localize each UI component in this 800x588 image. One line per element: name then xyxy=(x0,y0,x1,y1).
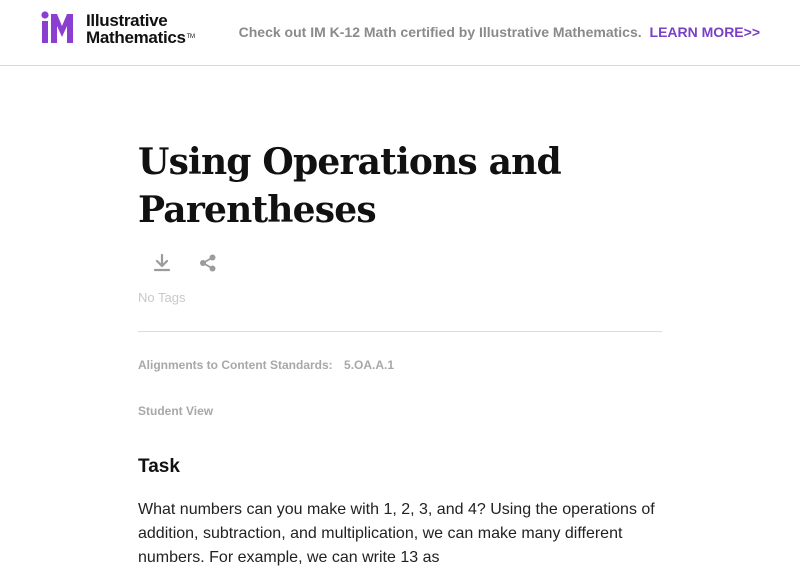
share-button[interactable] xyxy=(196,251,220,275)
learn-more-link[interactable]: LEARN MORE>> xyxy=(649,24,760,40)
share-icon xyxy=(198,253,218,273)
section-divider xyxy=(138,331,662,332)
im-logo[interactable] xyxy=(40,10,195,50)
logo-line-2: Mathematics™ xyxy=(86,28,195,47)
alignments-label: Alignments to Content Standards: xyxy=(138,358,333,372)
page-title-line-2: Parentheses xyxy=(138,189,376,231)
download-button[interactable] xyxy=(150,251,174,275)
promo-banner xyxy=(239,24,760,40)
tags-label: No Tags xyxy=(138,290,186,305)
alignment-code-link[interactable]: 5.OA.A.1 xyxy=(344,358,395,372)
page-title-line-1: Using Operations and xyxy=(138,141,561,183)
download-icon xyxy=(152,253,172,273)
site-header xyxy=(0,0,800,66)
student-view-link[interactable]: Student View xyxy=(138,404,214,418)
im-logo-mark xyxy=(40,10,80,46)
logo-tm: TM xyxy=(186,34,195,40)
promo-text: Check out IM K-12 Math certified by Illustrative Mathematics. xyxy=(238,24,642,40)
main-content xyxy=(138,138,662,566)
task-actions xyxy=(150,251,220,275)
page-title xyxy=(138,138,662,234)
task-heading: Task xyxy=(138,456,180,477)
logo-line-1: Illustrative xyxy=(86,11,168,30)
logo-wordmark xyxy=(86,12,195,46)
task-text: What numbers can you make with 1, 2, 3, and 4? Using the operations of addition, subtraction, and multiplication, we can make many different numbers. For example, we can write 13 as xyxy=(138,501,655,566)
alignments-row xyxy=(138,358,394,372)
